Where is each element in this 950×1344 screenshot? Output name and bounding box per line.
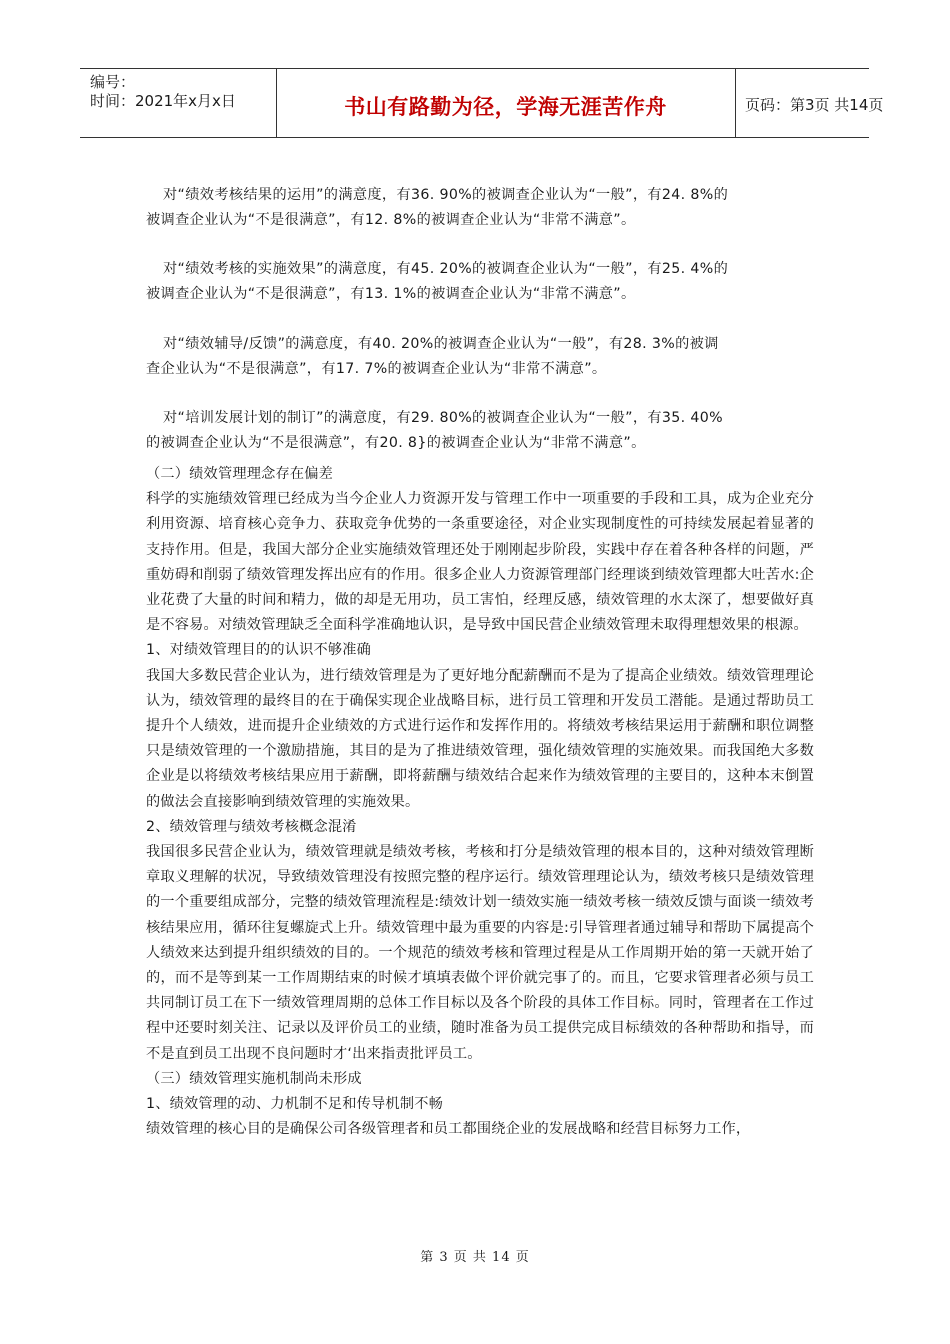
page-footer: 第 3 页 共 14 页 <box>420 1250 530 1265</box>
section-heading: （三）绩效管理实施机制尚未形成 <box>146 1070 362 1087</box>
survey-paragraph-2 <box>146 257 812 307</box>
survey-paragraph-3 <box>146 332 812 382</box>
header-page-number: 页码：第3页 共14页 <box>745 96 884 114</box>
survey-line: 被调查企业认为“不是很满意”，有13. 1%的被调查企业认为“非常不满意”。 <box>146 286 636 302</box>
survey-line: 的被调查企业认为“不是很满意”，有20. 8}的被调查企业认为“非常不满意”。 <box>146 435 646 451</box>
survey-line: 查企业认为“不是很满意”，有17. 7%的被调查企业认为“非常不满意”。 <box>146 361 607 377</box>
body-paragraph: 我国大多数民营企业认为，进行绩效管理是为了更好地分配薪酬而不是为了提高企业绩效。绩效管理理论认为，绩效管理的最终目的在于确保实现企业战略目标，进行员工管理和开发员工潜能。是通过帮助员工提升个人绩效，进而提升企业绩效的方式进行运作和发挥作用的。将绩效考核结果运用于薪酬和职位调整只是绩效管理的一个激励措施，其目的是为了推进绩效管理，强化绩效管理的实施效果。而我国绝大多数企业是以将绩效考核结果应用于薪酬，即将薪酬与绩效结合起来作为绩效管理的主要目的，这种本末倒置的做法会直接影响到绩效管理的实施效果。 <box>146 667 814 810</box>
page-header <box>80 68 884 138</box>
document-date-label: 时间：2021年x月x日 <box>90 92 236 110</box>
header-motto-cell <box>276 69 736 137</box>
subsection-heading: 1、绩效管理的动、力机制不足和传导机制不畅 <box>146 1096 443 1113</box>
subsection-heading: 2、绩效管理与绩效考核概念混淆 <box>146 818 357 835</box>
section-heading: （二）绩效管理理念存在偏差 <box>146 466 334 482</box>
main-body <box>146 462 814 1142</box>
survey-paragraph-1 <box>146 183 812 233</box>
survey-line: 对“绩效辅导/反馈”的满意度，有40. 20%的被调查企业认为“一般”，有28. 3%的被调 <box>163 336 719 352</box>
body-paragraph: 我国很多民营企业认为，绩效管理就是绩效考核，考核和打分是绩效管理的根本目的，这种对绩效管理断章取义理解的状况，导致绩效管理没有按照完整的程序运行。绩效管理理论认为，绩效考核只是绩效管理的一个重要组成部分，完整的绩效管理流程是:绩效计划一绩效实施一绩效考核一绩效反馈与面谈一绩效考核结果应用，循环往复螺旋式上升。绩效管理中最为重要的内容是:引导管理者通过辅导和帮助下属提高个人绩效来达到提升组织绩效的目的。一个规范的绩效考核和管理过程是从工作周期开始的第一天就开始了的，而不是等到某一工作周期结束的时候才填填表做个评价就完事了的。而且，它要求管理者必须与员工共同制订员工在下一绩效管理周期的总体工作目标以及各个阶段的具体工作目标。同时，管理者在工作过程中还要时刻关注、记录以及评价员工的业绩，随时准备为员工提供完成目标绩效的各种帮助和指导，而不是直到员工出现不良问题时才‘出来指责批评员工。 <box>146 844 814 1062</box>
body-paragraph: 绩效管理的核心目的是确保公司各级管理者和员工都围绕企业的发展战略和经营目标努力工作， <box>146 1121 751 1138</box>
body-paragraph: 科学的实施绩效管理已经成为当今企业人力资源开发与管理工作中一项重要的手段和工具，成为企业充分利用资源、培育核心竞争力、获取竞争优势的一条重要途径，对企业实现制度性的可持续发展起着显著的支持作用。但是，我国大部分企业实施绩效管理还处于刚刚起步阶段，实践中存在着各种各样的问题，严重妨碍和削弱了绩效管理发挥出应有的作用。很多企业人力资源管理部门经理谈到绩效管理都大吐苦水:企业花费了大量的时间和精力，做的却是无用功，员工害怕，经理反感，绩效管理的水太深了，想要做好真是不容易。对绩效管理缺乏全面科学准确地认识，是导致中国民营企业绩效管理未取得理想效果的根源。 <box>146 491 814 634</box>
survey-line: 对“培训发展计划的制订”的满意度，有29. 80%的被调查企业认为“一般”，有35. 40% <box>163 410 723 426</box>
survey-line: 被调查企业认为“不是很满意”，有12. 8%的被调查企业认为“非常不满意”。 <box>146 212 636 228</box>
survey-line: 对“绩效考核的实施效果”的满意度，有45. 20%的被调查企业认为“一般”，有25. 4%的 <box>163 261 729 277</box>
header-info-cell <box>80 69 277 137</box>
header-motto: 书山有路勤为径，学海无涯苦作舟 <box>344 95 667 119</box>
subsection-heading: 1、对绩效管理目的的认识不够准确 <box>146 642 372 659</box>
document-number-label: 编号： <box>90 73 136 91</box>
survey-line: 对“绩效考核结果的运用”的满意度，有36. 90%的被调查企业认为“一般”，有24. 8%的 <box>163 187 729 203</box>
survey-paragraph-4 <box>146 406 812 456</box>
header-page-cell <box>735 69 884 137</box>
